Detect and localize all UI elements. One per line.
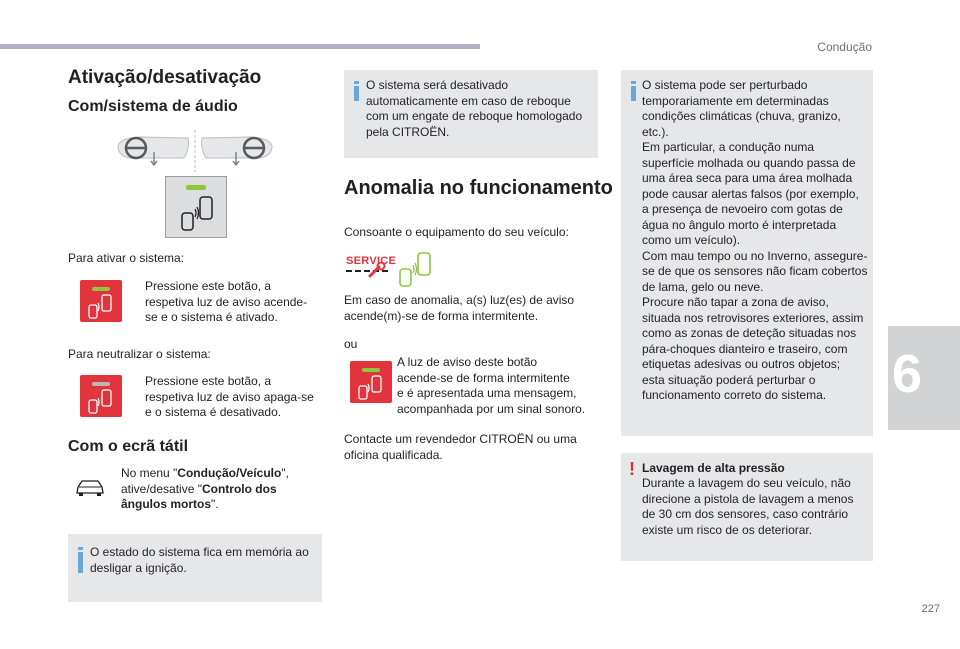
audio-heading: Com/sistema de áudio <box>68 98 238 115</box>
tow-note-text: O sistema será desativado automaticamente em caso de reboque com um engate de reboque homologado pela CITROËN. <box>366 78 583 139</box>
menu-mid: ", ative/desative " <box>121 466 289 496</box>
disturbance-note-text: O sistema pode ser perturbado temporariamente em determinadas condições climáticas (chuva, granizo, etc.). Em particular, a condução numa superfície molhada ou quando passa de uma área seca para uma área molhada pode causar alertas falsos (por exemplo, a presença de nevoeiro com gotas de água no ângulo morto é interpretada como um veículo). Com mau tempo ou no Inverno, assegure- se de que os sensores não ficam cobertos de lama, gelo ou neve. Procure não tapar a zona de aviso, situada nos retrovisores exteriores, assim como as zonas de deteção situadas nos pára-choques dianteiro e traseiro, com etiquetas adesivas ou outros objetos; esta situação poderá perturbar o funcionamento correto do sistema. <box>642 78 868 402</box>
chapter-number: 6 <box>892 344 923 404</box>
wash-title: Lavagem de alta pressão <box>642 461 785 475</box>
contact-text: Contacte um revendedor CITROËN ou uma oficina qualificada. <box>344 432 577 462</box>
blind-spot-button-on[interactable] <box>80 280 122 322</box>
equipment-text: Consoante o equipamento do seu veículo: <box>344 225 569 239</box>
blind-spot-warning-icon <box>396 251 436 289</box>
wash-warning-box <box>621 453 873 561</box>
neutralize-intro: Para neutralizar o sistema: <box>68 347 211 361</box>
info-icon <box>78 547 83 550</box>
memory-note-text: O estado do sistema fica em memória ao desligar a ignição. <box>90 545 309 575</box>
blind-spot-car-icon <box>86 388 116 415</box>
blind-spot-car-icon <box>178 195 218 233</box>
touch-menu-text <box>121 466 321 513</box>
activate-text: Pressione este botão, a respetiva luz de aviso acende- se e o sistema é ativado. <box>145 279 308 324</box>
vehicle-menu-icon <box>74 477 106 499</box>
wash-text: Durante a lavagem do seu veículo, não direcione a pistola de lavagem a menos de 30 cm dos sensores, caso contrário existe um risco de os deteriorar. <box>642 476 854 537</box>
menu-suffix: ". <box>211 497 219 511</box>
activate-intro: Para ativar o sistema: <box>68 251 185 265</box>
warning-icon: ! <box>629 459 635 479</box>
blind-spot-button-flashing[interactable] <box>350 361 392 403</box>
disturbance-note-box <box>621 70 873 436</box>
blind-spot-car-icon <box>86 293 116 320</box>
menu-prefix: No menu " <box>121 466 178 480</box>
tow-note-box <box>344 70 598 158</box>
service-label: SERVICE <box>346 255 397 267</box>
blind-spot-car-icon <box>356 374 386 401</box>
anomaly-text: Em caso de anomalia, a(s) luz(es) de aviso acende(m)-se de forma intermitente. <box>344 293 575 323</box>
anomaly-title: Anomalia no funcionamento <box>344 177 613 199</box>
control-name: Controlo dos ângulos mortos <box>121 481 277 511</box>
neutralize-text: Pressione este botão, a respetiva luz de aviso apaga-se e o sistema é desativado. <box>145 374 314 419</box>
wrench-icon <box>368 262 386 278</box>
page-title: Ativação/desativação <box>68 67 262 88</box>
touch-heading: Com o ecrã tátil <box>68 438 189 455</box>
menu-name: Condução/Veículo <box>177 466 282 480</box>
warning-led-off <box>92 382 110 386</box>
page-number: 227 <box>921 603 940 615</box>
section-name: Condução <box>817 40 872 54</box>
warning-led-flashing <box>362 368 380 372</box>
info-icon <box>631 81 636 84</box>
memory-note-box <box>68 534 322 602</box>
blind-spot-button-illustration <box>165 176 227 238</box>
info-icon <box>354 81 359 84</box>
blind-spot-button-off[interactable] <box>80 375 122 417</box>
header-accent-bar <box>0 44 480 49</box>
or-text: ou <box>344 337 358 351</box>
warning-led-on <box>92 287 110 291</box>
flash-text: A luz de aviso deste botão acende-se de forma intermitente e é apresentada uma mensagem, acompanhada por um sinal sonoro. <box>397 355 586 416</box>
mirrors-illustration-icon <box>110 128 280 174</box>
